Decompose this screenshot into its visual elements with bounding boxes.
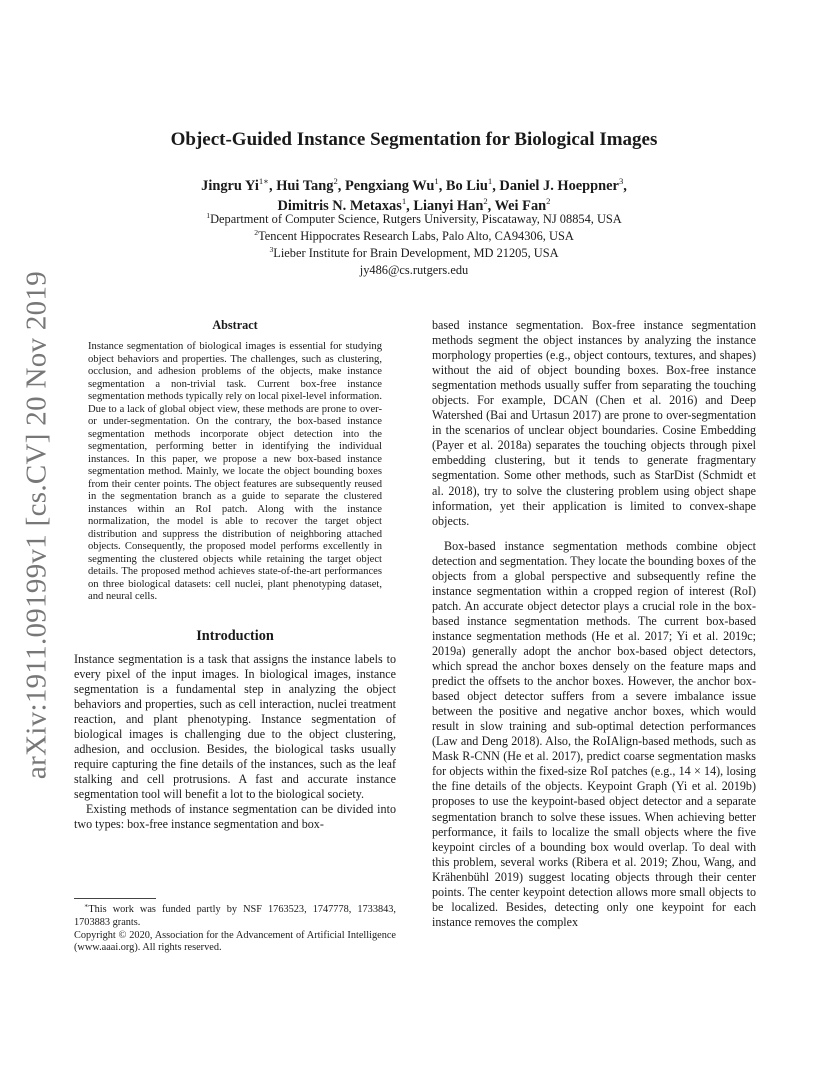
right-column [432,318,756,930]
author-name: Wei Fan [494,198,547,214]
left-column [74,318,396,832]
author-name: Daniel J. Hoeppner [499,178,619,194]
footnote-marker: ∗ [84,902,89,910]
author-line-1: Jingru $Yi^{1∗}$, Hui Tang$^2$, Pengxiang Wu$^1$, Bo Liu$^1$, Daniel J. Hoeppner$^3$, [201,176,627,194]
author-affil-sup: 1 [434,176,439,187]
introduction-paragraph-2: Existing methods of instance segmentation can be divided into two types: box-free instance segmentation and box- [74,801,396,832]
right-paragraph-1: based instance segmentation. Box-free instance segmentation methods segment the object instances by analyzing the instance morphology properties (e.g., object contours, textures, and shapes) without the aid of object bounding boxes. Box-free instance segmentation methods usually suffer from separating the touching objects. For example, DCAN (Chen et al. 2016) and Deep Watershed (Bai and Urtasun 2017) are prone to over-segmentation in the scenarios of unclear object boundaries. Cosine Embedding (Payer et al. 2018a) separates the touching objects through pixel embedding clustering, but it tends to generate fragmentary segmentation. Some other methods, such as StarDist (Schmidt et al. 2018), try to solve the clustering problem using object shape information, yet their application is limited to convex-shape objects. [432,318,756,528]
abstract-text: Instance segmentation of biological images is essential for studying object behaviors and properties. The challenges, such as clustering, occlusion, and adhesion problems of the objects, make instance segmentation a non-trivial task. Current box-free instance segmentation methods typically rely on local pixel-level information. Due to a lack of global object view, these methods are prone to over- or under-segmentation. On the contrary, the box-based instance segmentation methods incorporate object detection into the segmentation, performing better in identifying the individual instances. In this paper, we propose a new box-based instance segmentation method. Mainly, we locate the object bounding boxes from their center points. The object features are subsequently reused in the segmentation branch as a guide to separate the clustered instances within an RoI patch. Along with the instance normalization, the model is able to recover the target object distribution and suppress the distribution of neighboring attached objects. Consequently, the proposed model performs excellently in segmenting the clustered objects while retaining the target object details. The proposed method achieves state-of-the-art performances on three biological datasets: cell nuclei, plant phenotyping dataset, and neural cells. [88,341,382,602]
affiliation-text: Department of Computer Science, Rutgers University, Piscataway, NJ 08854, USA [210,212,622,226]
author-name: Hui Tang [276,178,334,194]
affiliation-text: Tencent Hippocrates Research Labs, Palo Alto, CA94306, USA [258,229,574,243]
author-affil-sup: 1 [487,176,493,187]
affiliation-sup: 1 [206,210,211,220]
author-affil-sup: 1 [401,196,407,207]
author-line-2: Dimitris N. Metaxas$^1$, Lianyi Han$^2$, Wei Fan$^2$ [277,196,551,214]
affiliation-sup: 2 [254,227,259,237]
author-name: Lianyi Han [413,198,484,214]
author-email: jy486@cs.rutgers.edu [359,263,469,277]
funding-text: This work was funded partly by NSF 1763523, 1747778, 1733843, 1703883 grants. [74,904,396,928]
footnotes [74,898,396,955]
author-affil-sup: 2 [333,176,338,187]
affiliation-line [0,245,828,262]
author-affil-sup: 2 [483,196,488,207]
arxiv-id-text: arXiv:1911.09199v1 [cs.CV] 20 Nov 2019 [20,270,53,779]
affiliation-text: Lieber Institute for Brain Development, MD 21205, USA [273,246,559,260]
affiliation-line [0,228,828,245]
introduction-heading: Introduction [196,627,274,644]
author-name: Dimitris N. Metaxas [277,198,402,214]
author-list [0,176,828,216]
paper-title: Object-Guided Instance Segmentation for Biological Images [170,129,658,150]
affiliation-list [0,211,828,279]
right-paragraph-2: Box-based instance segmentation methods combine object detection and segmentation. They locate the bounding boxes of the objects from a global perspective and subsequently refine the instance segmentation within a cropped region of interest (RoI) patch. An accurate object detector plays a crucial role in the box-based instance segmentation methods. The current box-based instance segmentation methods (He et al. 2017; Yi et al. 2019c; 2019a) generally adopt the anchor box-based object detectors, which spread the anchor boxes densely on the feature maps and predict the offsets to the anchor boxes. However, the anchor box-based object detector suffers from a severe imbalance issue between the positive and negative anchor boxes, which would result in slow training and sub-optimal detection performances (Law and Deng 2018). Also, the RoIAlign-based methods, such as Mask R-CNN (He et al. 2017), predict coarse segmentation masks for objects within the fixed-size RoI patches (e.g., 14 × 14), losing the fine details of the objects. Keypoint Graph (Yi et al. 2019b) proposes to use the keypoint-based object detector and a separate segmentation branch to solve these issues. When achieving better performance, it fails to localize the small objects where the five keypoint circles of a bounding box would overlap. To deal with this problem, several works (Ribera et al. 2019; Zhou, Wang, and Krähenbühl 2019) suggest locating objects through their center points. The center keypoint detection allows more small objects to be localized. Besides, detecting only one keypoint for each instance removes the complex [432,538,756,929]
funding-footnote [74,904,396,930]
footnote-divider [74,898,156,899]
copyright-notice: Copyright © 2020, Association for the Advancement of Artificial Intelligence (www.aaai.org). All rights reserved. [74,929,396,954]
introduction-paragraph-1: Instance segmentation is a task that assigns the instance labels to every pixel of the input images. In biological images, instance segmentation is a fundamental step in analyzing the object behaviors and properties, such as cell interaction, nuclei treatment reaction, and plant phenotyping. Instance segmentation of biological images is challenging due to the object clustering, adhesion, and occlusion. Besides, the biological tasks usually require capturing the fine details of the instances, such as the leaf stalking and cell protrusions. A fast and accurate instance segmentation tool will benefit a lot to the biological society. [74,651,396,801]
author-name: Jingru Yi [201,178,259,194]
abstract-heading: Abstract [212,318,258,332]
arxiv-side-identifier [20,270,53,779]
affiliation-line [0,211,828,228]
affiliation-sup: 3 [269,244,274,254]
author-name: Bo Liu [445,178,488,194]
author-name: Pengxiang Wu [344,178,435,194]
author-affil-sup: 1∗ [258,176,270,187]
author-affil-sup: 3 [618,176,624,187]
author-affil-sup: 2 [546,196,551,207]
